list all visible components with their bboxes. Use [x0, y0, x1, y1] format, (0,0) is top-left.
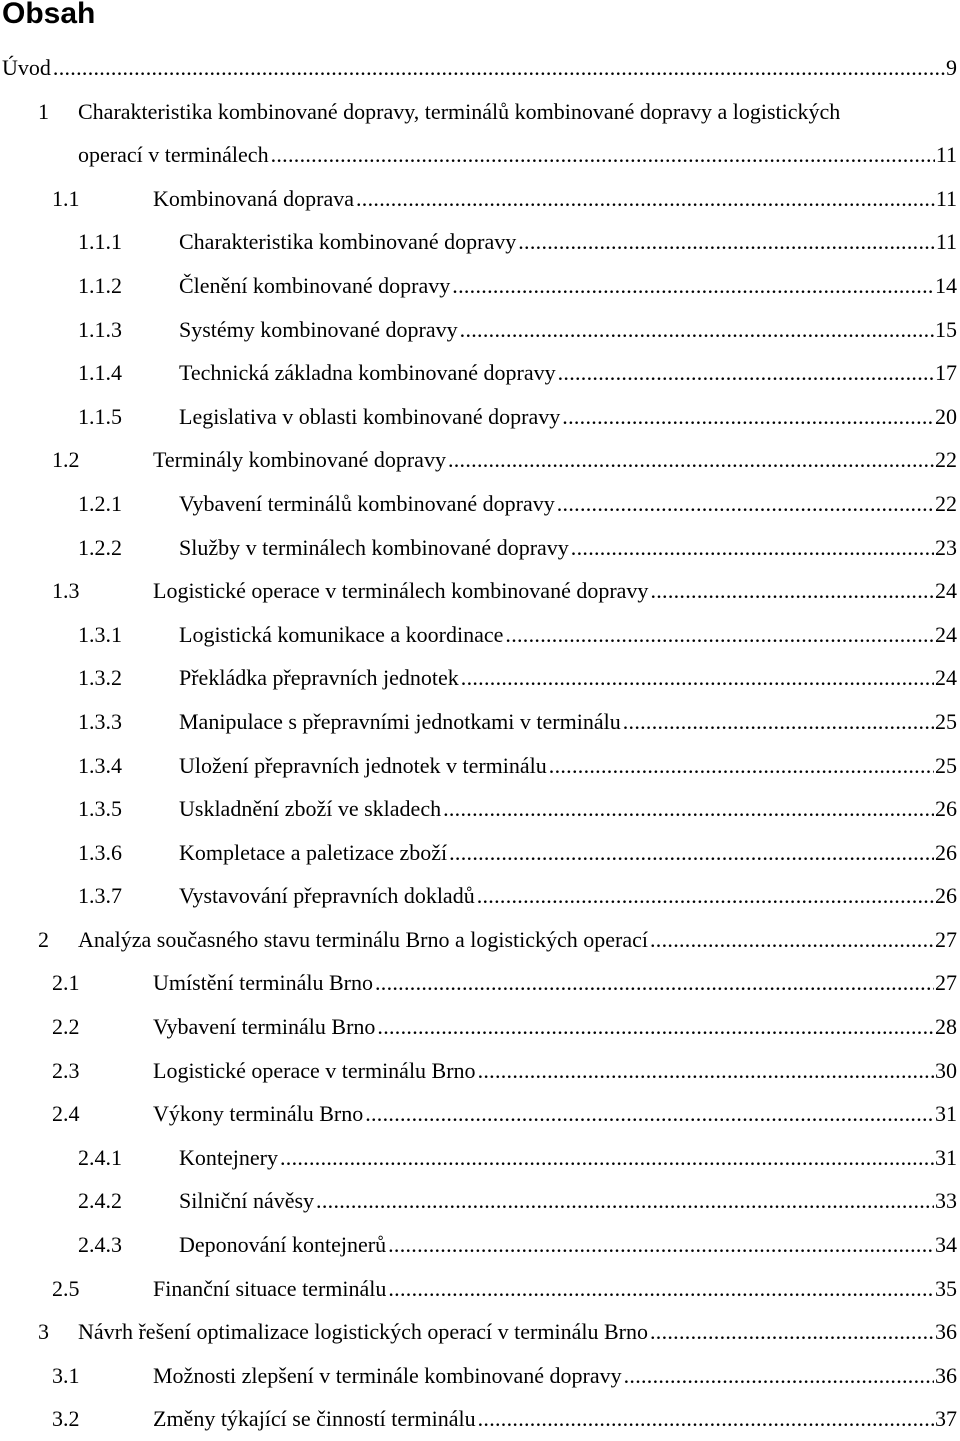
toc-entry-title: Kombinovaná doprava: [153, 185, 354, 211]
toc-entry-number: 2.3: [52, 1057, 80, 1083]
dot-leader: [375, 961, 934, 1005]
toc-entry[interactable]: [0, 482, 960, 526]
toc-line: [179, 1179, 960, 1223]
dot-leader: [478, 1397, 934, 1441]
toc-entry[interactable]: [0, 744, 960, 788]
toc-entry-page: 36: [935, 1362, 957, 1388]
toc-entry-page: 26: [935, 796, 957, 822]
dot-leader: [460, 308, 934, 352]
toc-entry-number: 1.3.4: [78, 752, 122, 778]
dot-leader: [271, 133, 935, 177]
toc-entry-page: 11: [935, 229, 957, 255]
toc-entry-page: 24: [935, 578, 957, 604]
toc-entry[interactable]: [0, 1397, 960, 1441]
toc-entry[interactable]: [0, 1179, 960, 1223]
toc-line: [179, 656, 960, 700]
dot-leader: [505, 613, 934, 657]
toc-line: [153, 1005, 960, 1049]
toc-entry-number: 2.4.3: [78, 1232, 122, 1258]
dot-leader: [377, 1005, 934, 1049]
toc-line: [179, 1136, 960, 1180]
toc-entry-page: 34: [935, 1232, 957, 1258]
toc-line: [179, 744, 960, 788]
toc-entry-page: 23: [935, 534, 957, 560]
dot-leader: [356, 177, 935, 221]
toc-entry-number: 3.2: [52, 1406, 80, 1432]
toc-entry-page: 24: [935, 621, 957, 647]
toc-entry-title: Manipulace s přepravními jednotkami v terminálu: [179, 708, 621, 734]
toc-entry-number: 2.5: [52, 1275, 80, 1301]
toc-entry[interactable]: [0, 90, 960, 177]
toc-entry-number: 1.3.1: [78, 621, 122, 647]
toc-entry[interactable]: [0, 1005, 960, 1049]
toc-entry-number: 1.3.3: [78, 708, 122, 734]
toc-line: [179, 395, 960, 439]
toc-line: [2, 46, 960, 90]
toc-line: [153, 1354, 960, 1398]
toc-entry-title: Možnosti zlepšení v terminále kombinované dopravy: [153, 1362, 622, 1388]
page-title: Obsah: [2, 0, 96, 30]
toc-line: [78, 133, 960, 177]
toc-entry[interactable]: [0, 46, 960, 90]
toc-entry-title: Návrh řešení optimalizace logistických operací v terminálu Brno: [78, 1319, 648, 1345]
toc-line: [179, 787, 960, 831]
toc-line: [179, 308, 960, 352]
toc-entry-number: 2.4: [52, 1101, 80, 1127]
toc-entry-page: 35: [935, 1275, 957, 1301]
toc-line: [179, 874, 960, 918]
toc-entry[interactable]: [0, 787, 960, 831]
toc-entry-page: 27: [935, 926, 957, 952]
toc-entry-page: 9: [946, 55, 957, 80]
toc-entry[interactable]: [0, 351, 960, 395]
toc-entry-title: Silniční návěsy: [179, 1188, 315, 1214]
toc-entry-title: Úvod: [2, 55, 51, 80]
toc-line: [179, 482, 960, 526]
toc-entry-title: Změny týkající se činností terminálu: [153, 1406, 476, 1432]
toc-line: [179, 1223, 960, 1267]
toc-entry[interactable]: [0, 395, 960, 439]
toc-entry-title: Legislativa v oblasti kombinované dopravy: [179, 403, 561, 429]
toc-entry-title: Vybavení terminálu Brno: [153, 1014, 376, 1040]
toc-entry-title-line1: Charakteristika kombinované dopravy, terminálů kombinované dopravy a logistických: [78, 98, 841, 124]
toc-entry-page: 11: [935, 142, 957, 168]
dot-leader: [477, 874, 934, 918]
toc-entry-title: operací v terminálech: [78, 142, 269, 168]
toc-entry-title: Logistické operace v terminálu Brno: [153, 1057, 476, 1083]
toc-line: [179, 220, 960, 264]
toc-entry-number: 1.3.5: [78, 796, 122, 822]
toc-line: [179, 264, 960, 308]
dot-leader: [443, 787, 934, 831]
toc-line: [153, 1267, 960, 1311]
toc-entry-number: 1.1.1: [78, 229, 122, 255]
toc-entry[interactable]: [0, 1354, 960, 1398]
toc-line: [78, 1310, 960, 1354]
toc-entry-title: Finanční situace terminálu: [153, 1275, 387, 1301]
toc-line: [153, 569, 960, 613]
toc-entry-page: 31: [935, 1144, 957, 1170]
toc-entry-number: 1: [38, 98, 49, 124]
toc-entry-number: 2.2: [52, 1014, 80, 1040]
toc-line: [153, 177, 960, 221]
toc-entry-number: 1.1.2: [78, 272, 122, 298]
toc-entry-title: Logistická komunikace a koordinace: [179, 621, 504, 647]
toc-entry-title: Umístění terminálu Brno: [153, 970, 373, 996]
toc-entry[interactable]: [0, 831, 960, 875]
dot-leader: [388, 1267, 934, 1311]
toc-entry-title: Terminály kombinované dopravy: [153, 447, 446, 473]
toc-entry-title: Vybavení terminálů kombinované dopravy: [179, 490, 555, 516]
toc-entry-number: 1.3: [52, 578, 80, 604]
toc-entry-page: 22: [935, 447, 957, 473]
toc-entry-page: 26: [935, 883, 957, 909]
toc-entry[interactable]: [0, 1136, 960, 1180]
toc-entry-title: Technická základna kombinované dopravy: [179, 360, 556, 386]
toc-entry-number: 1.2.1: [78, 490, 122, 516]
toc-entry-page: 27: [935, 970, 957, 996]
toc-line: [179, 351, 960, 395]
toc-entry-title: Členění kombinované dopravy: [179, 272, 451, 298]
dot-leader: [388, 1223, 934, 1267]
toc-entry-number: 1.2: [52, 447, 80, 473]
toc-entry-page: 36: [935, 1319, 957, 1345]
toc-entry-number: 2.4.1: [78, 1144, 122, 1170]
toc-entry-page: 33: [935, 1188, 957, 1214]
toc-entry-number: 3: [38, 1319, 49, 1345]
table-of-contents: [0, 46, 960, 1441]
dot-leader: [549, 744, 934, 788]
toc-entry[interactable]: [0, 526, 960, 570]
dot-leader: [650, 1310, 934, 1354]
toc-entry-number: 1.1: [52, 185, 80, 211]
toc-line: [153, 1049, 960, 1093]
toc-entry-number: 1.3.7: [78, 883, 122, 909]
toc-entry[interactable]: [0, 613, 960, 657]
toc-entry-number: 1.1.4: [78, 360, 122, 386]
dot-leader: [562, 395, 934, 439]
toc-line: [179, 526, 960, 570]
dot-leader: [280, 1136, 934, 1180]
toc-entry-page: 26: [935, 839, 957, 865]
toc-entry-title: Služby v terminálech kombinované dopravy: [179, 534, 569, 560]
toc-line: [153, 961, 960, 1005]
toc-entry-page: 11: [935, 185, 957, 211]
toc-entry-page: 31: [935, 1101, 957, 1127]
toc-entry-number: 2.4.2: [78, 1188, 122, 1214]
dot-leader: [518, 220, 935, 264]
toc-entry-page: 28: [935, 1014, 957, 1040]
toc-entry-page: 25: [935, 752, 957, 778]
toc-line: [179, 613, 960, 657]
toc-entry[interactable]: [0, 569, 960, 613]
toc-entry[interactable]: [0, 308, 960, 352]
toc-entry[interactable]: [0, 700, 960, 744]
toc-entry-page: 24: [935, 665, 957, 691]
toc-entry-number: 1.3.2: [78, 665, 122, 691]
dot-leader: [650, 918, 934, 962]
toc-entry-title: Charakteristika kombinované dopravy: [179, 229, 517, 255]
toc-entry[interactable]: [0, 961, 960, 1005]
dot-leader: [571, 526, 934, 570]
toc-entry[interactable]: [0, 1049, 960, 1093]
toc-entry-page: 14: [935, 272, 957, 298]
dot-leader: [448, 438, 934, 482]
toc-entry[interactable]: [0, 1267, 960, 1311]
toc-line: [179, 831, 960, 875]
dot-leader: [365, 1092, 934, 1136]
dot-leader: [316, 1179, 934, 1223]
toc-entry[interactable]: [0, 177, 960, 221]
toc-entry-title: Kompletace a paletizace zboží: [179, 839, 448, 865]
toc-entry-title: Logistické operace v terminálech kombinované dopravy: [153, 578, 649, 604]
toc-entry-number: 1.3.6: [78, 839, 122, 865]
toc-entry-title: Systémy kombinované dopravy: [179, 316, 458, 342]
toc-entry-title: Vystavování přepravních dokladů: [179, 883, 475, 909]
toc-entry-page: 17: [935, 360, 957, 386]
toc-line: [153, 1397, 960, 1441]
dot-leader: [452, 264, 934, 308]
toc-entry-number: 1.1.5: [78, 403, 122, 429]
toc-entry-number: 1.2.2: [78, 534, 122, 560]
dot-leader: [461, 656, 934, 700]
toc-entry-title: Překládka přepravních jednotek: [179, 665, 459, 691]
toc-entry-page: 30: [935, 1057, 957, 1083]
toc-entry[interactable]: [0, 1092, 960, 1136]
toc-entry-page: 37: [935, 1406, 957, 1432]
toc-entry[interactable]: [0, 1223, 960, 1267]
toc-entry-page: 20: [935, 403, 957, 429]
dot-leader: [478, 1049, 934, 1093]
dot-leader: [558, 351, 934, 395]
toc-entry[interactable]: [0, 656, 960, 700]
toc-entry-page: 15: [935, 316, 957, 342]
toc-entry[interactable]: [0, 438, 960, 482]
toc-entry-title: Výkony terminálu Brno: [153, 1101, 364, 1127]
toc-line: [179, 700, 960, 744]
toc-line: [153, 438, 960, 482]
dot-leader: [449, 831, 934, 875]
toc-entry[interactable]: [0, 220, 960, 264]
dot-leader: [557, 482, 934, 526]
toc-line: [153, 1092, 960, 1136]
toc-entry-number: 1.1.3: [78, 316, 122, 342]
toc-entry-page: 25: [935, 708, 957, 734]
toc-entry[interactable]: [0, 918, 960, 962]
toc-entry[interactable]: [0, 1310, 960, 1354]
toc-entry[interactable]: [0, 264, 960, 308]
dot-leader: [623, 700, 934, 744]
dot-leader: [53, 46, 945, 90]
toc-entry-number: 2: [38, 926, 49, 952]
toc-entry-number: 2.1: [52, 970, 80, 996]
toc-line: [78, 918, 960, 962]
toc-entry-title: Kontejnery: [179, 1144, 278, 1170]
toc-entry[interactable]: [0, 874, 960, 918]
toc-entry-page: 22: [935, 490, 957, 516]
toc-entry-title: Uskladnění zboží ve skladech: [179, 796, 442, 822]
toc-entry-title: Uložení přepravních jednotek v terminálu: [179, 752, 547, 778]
toc-entry-number: 3.1: [52, 1362, 80, 1388]
dot-leader: [624, 1354, 934, 1398]
toc-entry-title: Analýza současného stavu terminálu Brno a logistických operací: [78, 926, 648, 952]
toc-entry-title: Deponování kontejnerů: [179, 1232, 387, 1258]
dot-leader: [650, 569, 934, 613]
